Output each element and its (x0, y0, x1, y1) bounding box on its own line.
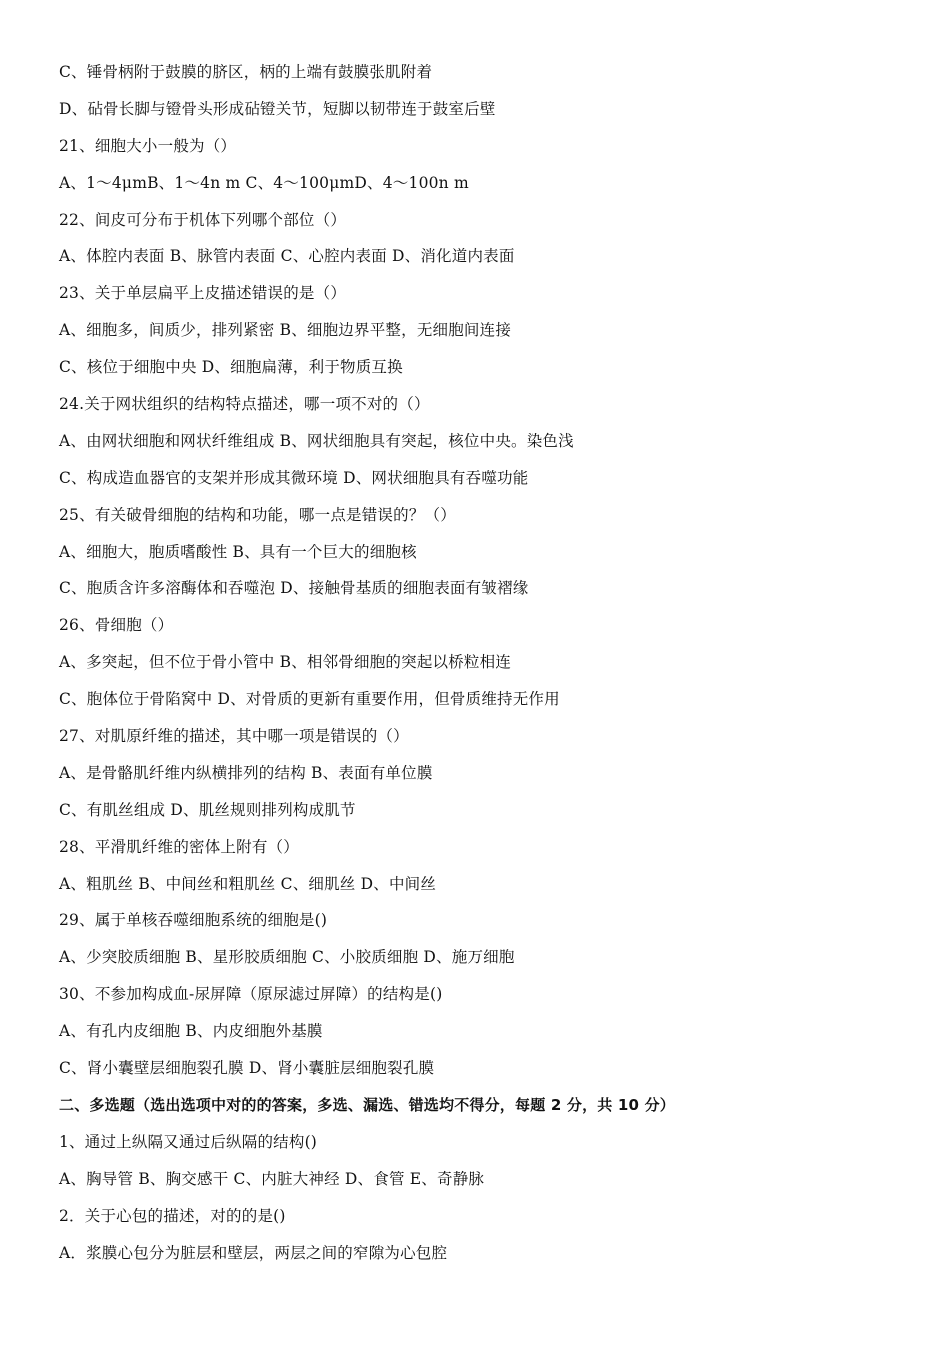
option-line: A、细胞多，间质少，排列紧密 B、细胞边界平整，无细胞间连接 (59, 321, 512, 340)
option-line: A、体腔内表面 B、脉管内表面 C、心腔内表面 D、消化道内表面 (59, 247, 515, 266)
question-line: 21、细胞大小一般为（） (59, 136, 237, 155)
question-line: 23、关于单层扁平上皮描述错误的是（） (59, 284, 347, 303)
option-line: A、1～4μmB、1～4n m C、4～100μmD、4～100n m (59, 173, 469, 192)
question-line: 28、平滑肌纤维的密体上附有（） (59, 837, 299, 856)
option-line: A、胸导管 B、胸交感干 C、内脏大神经 D、食管 E、奇静脉 (59, 1169, 485, 1188)
question-line: 25、有关破骨细胞的结构和功能，哪一点是错误的？（） (59, 505, 456, 524)
option-line: A、由网状细胞和网状纤维组成 B、网状细胞具有突起，核位中央。染色浅 (59, 431, 574, 450)
question-line: 22、间皮可分布于机体下列哪个部位（） (59, 210, 347, 229)
question-line: 1、通过上纵隔又通过后纵隔的结构() (59, 1132, 318, 1151)
option-line: C、肾小囊壁层细胞裂孔膜 D、肾小囊脏层细胞裂孔膜 (59, 1059, 435, 1078)
option-line: A、少突胶质细胞 B、星形胶质细胞 C、小胶质细胞 D、施万细胞 (59, 948, 515, 967)
option-line: C、锤骨柄附于鼓膜的脐区，柄的上端有鼓膜张肌附着 (59, 63, 433, 81)
section-heading: 二、多选题（选出选项中对的的答案，多选、漏选、错选均不得分，每题 2 分，共 10 分） (59, 1095, 676, 1114)
option-line: A、有孔内皮细胞 B、内皮细胞外基膜 (59, 1022, 323, 1041)
document-page (59, 58, 919, 1275)
option-line: C、有肌丝组成 D、肌丝规则排列构成肌节 (59, 800, 356, 819)
question-line: 27、对肌原纤维的描述，其中哪一项是错误的（） (59, 727, 409, 746)
option-line: A、细胞大，胞质嗜酸性 B、具有一个巨大的细胞核 (59, 542, 417, 561)
question-line: 2．关于心包的描述，对的的是() (59, 1206, 286, 1225)
option-line: D、砧骨长脚与镫骨头形成砧镫关节，短脚以韧带连于鼓室后壁 (59, 99, 496, 118)
question-line: 29、属于单核吞噬细胞系统的细胞是() (59, 911, 328, 930)
option-line: C、胞体位于骨陷窝中 D、对骨质的更新有重要作用，但骨质维持无作用 (59, 690, 560, 709)
option-line: C、构成造血器官的支架并形成其微环境 D、网状细胞具有吞噬功能 (59, 468, 529, 487)
option-line: A、是骨骼肌纤维内纵横排列的结构 B、表面有单位膜 (59, 763, 433, 782)
option-line: A．浆膜心包分为脏层和壁层，两层之间的窄隙为心包腔 (59, 1243, 448, 1262)
option-line: C、核位于细胞中央 D、细胞扁薄，利于物质互换 (59, 358, 403, 377)
option-line: A、粗肌丝 B、中间丝和粗肌丝 C、细肌丝 D、中间丝 (59, 874, 437, 893)
question-line: 26、骨细胞（） (59, 616, 174, 635)
option-line: A、多突起，但不位于骨小管中 B、相邻骨细胞的突起以桥粒相连 (59, 653, 512, 672)
question-line: 24.关于网状组织的结构特点描述，哪一项不对的（） (59, 395, 430, 414)
option-line: C、胞质含许多溶酶体和吞噬泡 D、接触骨基质的细胞表面有皱褶缘 (59, 579, 529, 598)
question-line: 30、不参加构成血-尿屏障（原尿滤过屏障）的结构是() (59, 985, 443, 1004)
